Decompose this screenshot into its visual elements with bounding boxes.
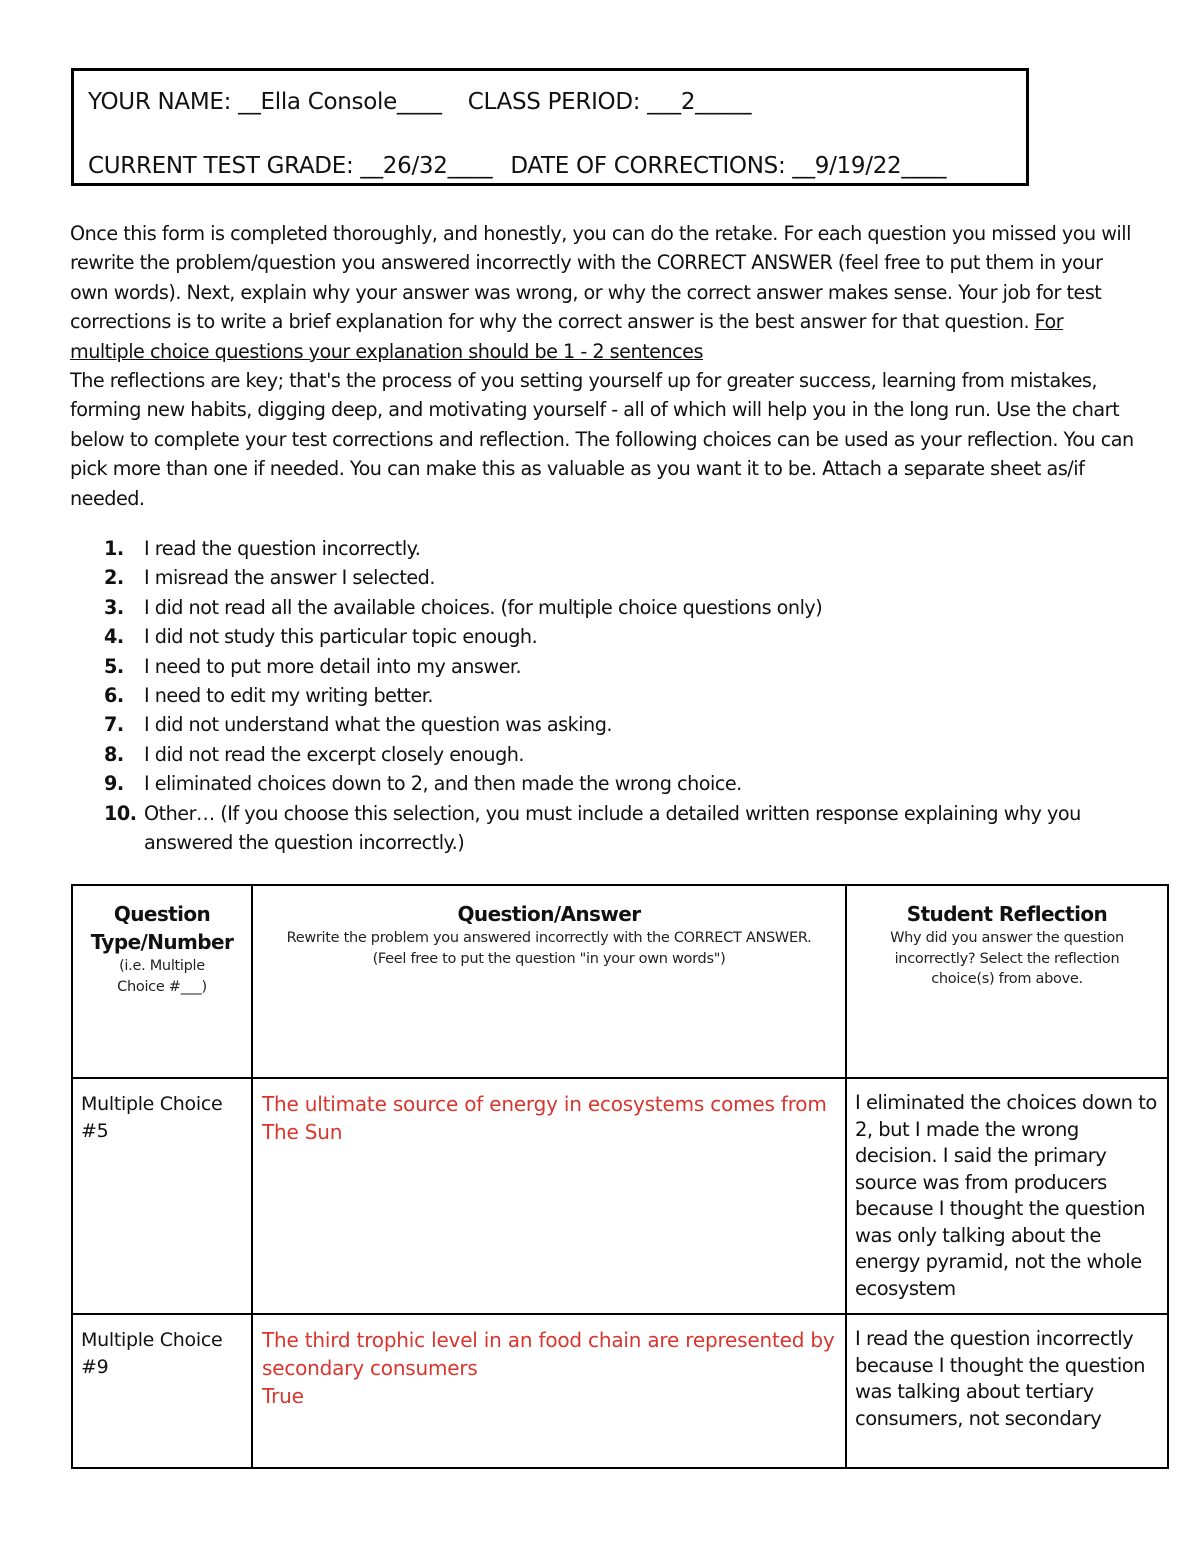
header-line-2: [88, 153, 946, 179]
answer-text: True: [262, 1384, 304, 1408]
header-student-reflection-subtitle: Why did you answer the question incorrectly? Select the reflection choice(s) from above.: [890, 930, 1124, 987]
question-text: The third trophic level in an food chain are represented by secondary consumers: [262, 1328, 835, 1380]
header-question-answer: [252, 885, 846, 1078]
choice-number: 1.: [104, 537, 124, 560]
list-item: [104, 593, 1144, 622]
instructions: [70, 219, 1140, 513]
choice-number: 3.: [104, 595, 124, 619]
reflection-cell: I eliminated the choices down to 2, but I made the wrong decision. I said the primary source was from producers because I thought the question was only talking about the energy pyramid, not the whole ecosystem: [846, 1078, 1168, 1314]
question-answer-cell: [252, 1078, 846, 1314]
answer-text: The Sun: [262, 1120, 343, 1144]
list-item: [104, 710, 1144, 739]
instructions-text: Once this form is completed thoroughly, and honestly, you can do the retake. For each question you missed you will rewrite the problem/question you answered incorrectly with the CORRECT ANSWER (feel free to put them in your own words). Next, explain why your answer was wrong, or why the correct answer makes sense. Your job for test corrections is to write a brief explanation for why the correct answer is the best answer for that question.: [70, 222, 1131, 334]
choice-text: Other… (If you choose this selection, you must include a detailed written response explaining why you answered the question incorrectly.): [144, 801, 1081, 855]
choice-text: I did not read the excerpt closely enough.: [144, 742, 525, 766]
question-answer-cell: [252, 1314, 846, 1468]
header-question-answer-title: Question/Answer: [457, 902, 641, 926]
list-item: [104, 534, 1144, 563]
choice-text: I did not understand what the question was asking.: [144, 713, 612, 737]
header-line-1: [88, 89, 751, 115]
question-type-cell: Multiple Choice #5: [72, 1078, 252, 1314]
header-question-type: [72, 885, 252, 1078]
choice-text: I misread the answer I selected.: [144, 566, 435, 590]
instructions-paragraph-2: The reflections are key; that's the process of you setting yourself up for greater success, learning from mistakes, forming new habits, digging deep, and motivating yourself - all of which will help you in the long run. Use the chart below to complete your test corrections and reflection. The following choices can be used as your reflection. You can pick more than one if needed. You can make this as valuable as you want it to be. Attach a separate sheet as/if needed.: [70, 369, 1134, 510]
reflection-choices-list: [104, 534, 1144, 857]
header-question-answer-subtitle: Rewrite the problem you answered incorrectly with the CORRECT ANSWER.: [286, 930, 812, 946]
table-header-row: [72, 885, 1168, 1078]
table-row: [72, 1078, 1168, 1314]
header-student-reflection-title: Student Reflection: [906, 902, 1108, 926]
choice-text: I did not read all the available choices. (for multiple choice questions only): [144, 595, 823, 619]
list-item: [104, 622, 1144, 651]
choice-number: 7.: [104, 713, 124, 737]
choice-number: 2.: [104, 566, 124, 590]
choice-number: 9.: [104, 772, 124, 796]
instructions-underlined-note: For multiple choice questions your explanation should be 1 - 2 sentences: [70, 310, 1064, 363]
list-item: [104, 681, 1144, 710]
question-text: The ultimate source of energy in ecosystems comes from: [262, 1092, 827, 1116]
header-question-type-title: Question Type/Number: [90, 902, 234, 954]
choice-number: 10.: [104, 801, 137, 825]
list-item: [104, 652, 1144, 681]
list-item: [104, 563, 1144, 592]
list-item: [104, 799, 1144, 858]
corrections-table: [71, 884, 1169, 1469]
header-student-reflection: [846, 885, 1168, 1078]
header-question-answer-note: (Feel free to put the question "in your own words"): [372, 950, 726, 967]
choice-text: I eliminated choices down to 2, and then made the wrong choice.: [144, 772, 742, 796]
choice-number: 8.: [104, 742, 124, 766]
corrections-date-field: DATE OF CORRECTIONS: __9/19/22____: [510, 153, 947, 179]
instructions-paragraph-1: [70, 219, 1140, 366]
student-name-field: YOUR NAME: __Ella Console____: [88, 89, 442, 115]
reflection-cell: I read the question incorrectly because I thought the question was talking about tertiary consumers, not secondary: [846, 1314, 1168, 1468]
choice-number: 5.: [104, 654, 124, 678]
class-period-field: CLASS PERIOD: ___2_____: [467, 89, 752, 115]
test-grade-field: CURRENT TEST GRADE: __26/32____: [88, 153, 493, 179]
header-question-type-subtitle: (i.e. Multiple Choice #___): [117, 958, 207, 995]
choice-text: I read the question incorrectly.: [144, 537, 421, 560]
list-item: [104, 740, 1144, 769]
choice-text: I need to put more detail into my answer.: [144, 654, 522, 678]
choice-text: I did not study this particular topic enough.: [144, 625, 538, 649]
list-item: [104, 769, 1144, 798]
choice-text: I need to edit my writing better.: [144, 684, 434, 708]
choice-number: 4.: [104, 625, 124, 649]
table-row: [72, 1314, 1168, 1468]
question-type-cell: Multiple Choice #9: [72, 1314, 252, 1468]
choice-number: 6.: [104, 684, 124, 708]
student-info-box: [71, 68, 1029, 186]
